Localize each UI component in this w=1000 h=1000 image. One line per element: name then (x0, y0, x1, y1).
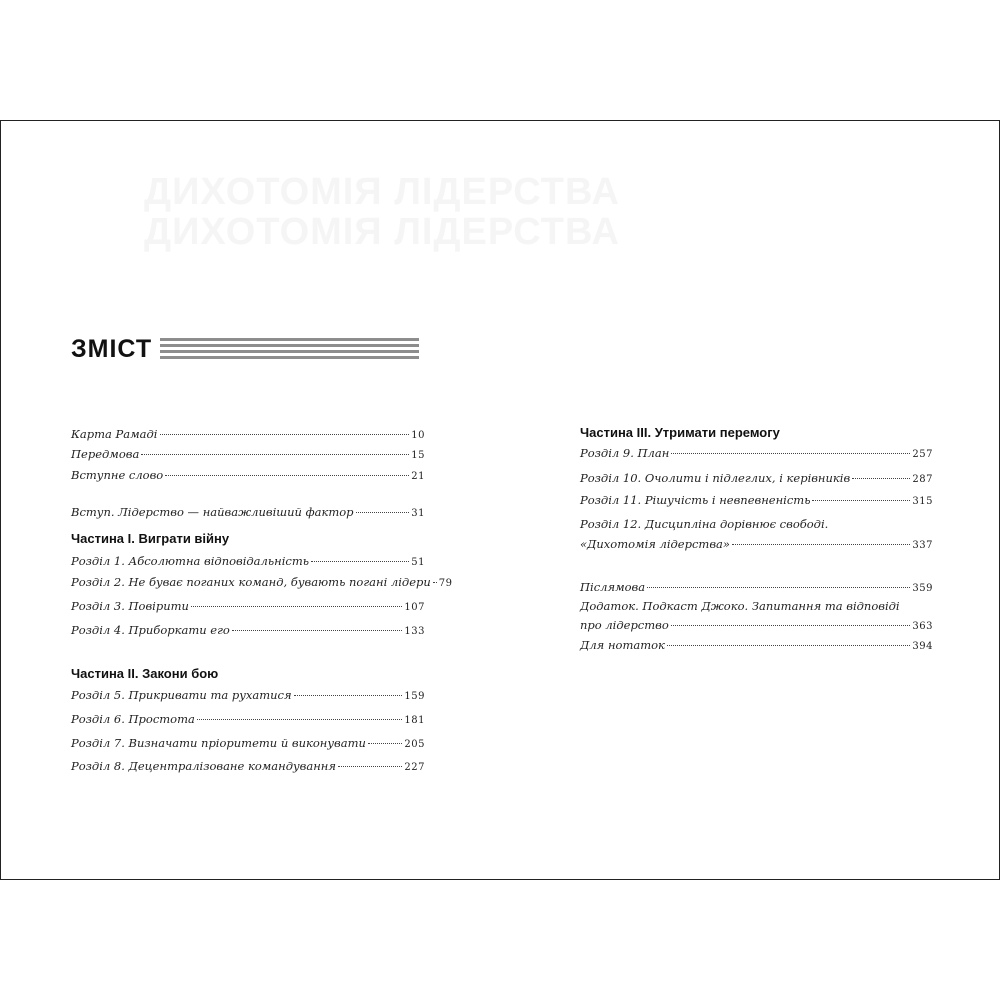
dot-leader (671, 453, 910, 454)
dot-leader (356, 512, 410, 513)
toc-entry-page: 159 (404, 691, 425, 702)
dot-leader (165, 475, 409, 476)
toc-entry[interactable] (71, 467, 425, 485)
dot-leader (667, 645, 911, 646)
toc-entry[interactable] (71, 735, 425, 753)
toc-entry-page: 394 (912, 641, 933, 652)
toc-entry-label: Передмова (71, 447, 140, 461)
part-heading: Частина III. Утримати перемогу (580, 425, 780, 440)
toc-entry[interactable] (71, 598, 425, 616)
toc-left-column (71, 121, 453, 881)
toc-entry[interactable] (580, 637, 933, 655)
watermark-line: ДИХОТОМІЯ ЛІДЕРСТВА (144, 211, 620, 253)
toc-entry-label: Розділ 7. Визначати пріоритети й виконувати (71, 736, 366, 750)
toc-entry-page: 181 (404, 715, 425, 726)
toc-entry-label: Розділ 9. План (580, 446, 670, 460)
toc-entry-label: Розділ 4. Приборкати его (71, 623, 230, 637)
dot-leader (160, 434, 410, 435)
toc-entry[interactable] (71, 574, 453, 592)
toc-entry-label: Розділ 6. Простота (71, 712, 195, 726)
toc-entry[interactable] (580, 579, 933, 597)
toc-entry-label: «Дихотомія лідерства» (580, 537, 730, 551)
toc-entry[interactable] (580, 536, 933, 554)
toc-entry[interactable] (580, 617, 933, 635)
book-spread (0, 120, 1000, 880)
toc-entry-page: 51 (411, 557, 425, 568)
toc-entry-page: 205 (404, 739, 425, 750)
dot-leader (671, 625, 911, 626)
toc-entry[interactable] (71, 446, 425, 464)
toc-entry-label: про лідерство (580, 618, 669, 632)
toc-entry-page: 10 (411, 430, 425, 441)
dot-leader (197, 719, 403, 720)
dot-leader (311, 561, 409, 562)
toc-entry-label: Розділ 8. Децентралізоване командування (71, 759, 336, 773)
part-heading: Частина I. Виграти війну (71, 531, 230, 546)
toc-entry-label: Розділ 3. Повірити (71, 599, 189, 613)
dot-leader (812, 500, 910, 501)
dot-leader (732, 544, 911, 545)
toc-entry-line[interactable]: Розділ 12. Дисципліна дорівнює свободі. (580, 517, 829, 531)
toc-entry[interactable] (71, 553, 425, 571)
toc-entry-page: 79 (438, 578, 453, 589)
dot-leader (852, 478, 910, 479)
toc-entry-page: 337 (912, 540, 933, 551)
toc-entry-page: 21 (411, 471, 425, 482)
watermark-line: ДИХОТОМІЯ ЛІДЕРСТВА (144, 171, 620, 213)
toc-entry[interactable] (71, 426, 425, 444)
toc-entry-label: Для нотаток (580, 638, 665, 652)
toc-entry-label: Розділ 10. Очолити і підлеглих, і керівників (580, 471, 851, 485)
page-title: ЗМІСТ (71, 335, 153, 363)
toc-entry-page: 257 (912, 449, 933, 460)
toc-entry-label: Розділ 1. Абсолютна відповідальність (71, 554, 309, 568)
toc-entry[interactable] (71, 758, 425, 776)
toc-entry[interactable] (71, 711, 425, 729)
toc-entry-label: Карта Рамаді (71, 427, 158, 441)
toc-entry-page: 287 (912, 474, 933, 485)
toc-entry-label: Післямова (580, 580, 646, 594)
toc-entry[interactable] (580, 492, 933, 510)
toc-entry-label: Розділ 5. Прикривати та рухатися (71, 688, 292, 702)
toc-entry[interactable] (71, 687, 425, 705)
toc-entry-line[interactable]: Додаток. Подкаст Джоко. Запитання та відповіді (580, 599, 900, 613)
toc-entry-label: Розділ 11. Рішучість і невпевненість (580, 493, 811, 507)
toc-entry[interactable] (580, 445, 933, 463)
toc-entry-page: 133 (404, 626, 425, 637)
toc-entry-page: 227 (404, 762, 425, 773)
toc-entry-page: 359 (912, 583, 933, 594)
dot-leader (232, 630, 403, 631)
toc-entry[interactable] (71, 622, 425, 640)
toc-entry-page: 315 (912, 496, 933, 507)
dot-leader (338, 766, 402, 767)
toc-entry-page: 107 (404, 602, 425, 613)
toc-entry-label: Вступне слово (71, 468, 164, 482)
toc-entry-page: 363 (912, 621, 933, 632)
dot-leader (647, 587, 910, 588)
toc-entry-label: Розділ 2. Не буває поганих команд, бувають погані лідери (71, 575, 431, 589)
part-heading: Частина II. Закони бою (71, 666, 219, 681)
toc-entry-page: 31 (411, 508, 425, 519)
toc-right-column (580, 121, 933, 881)
toc-entry-page: 15 (411, 450, 425, 461)
dot-leader (433, 582, 437, 583)
dot-leader (141, 454, 409, 455)
toc-entry[interactable] (580, 470, 933, 488)
dot-leader (191, 606, 402, 607)
toc-entry-label: Вступ. Лідерство — найважливіший фактор (71, 505, 354, 519)
dot-leader (294, 695, 403, 696)
dot-leader (368, 743, 402, 744)
toc-entry[interactable] (71, 504, 425, 522)
